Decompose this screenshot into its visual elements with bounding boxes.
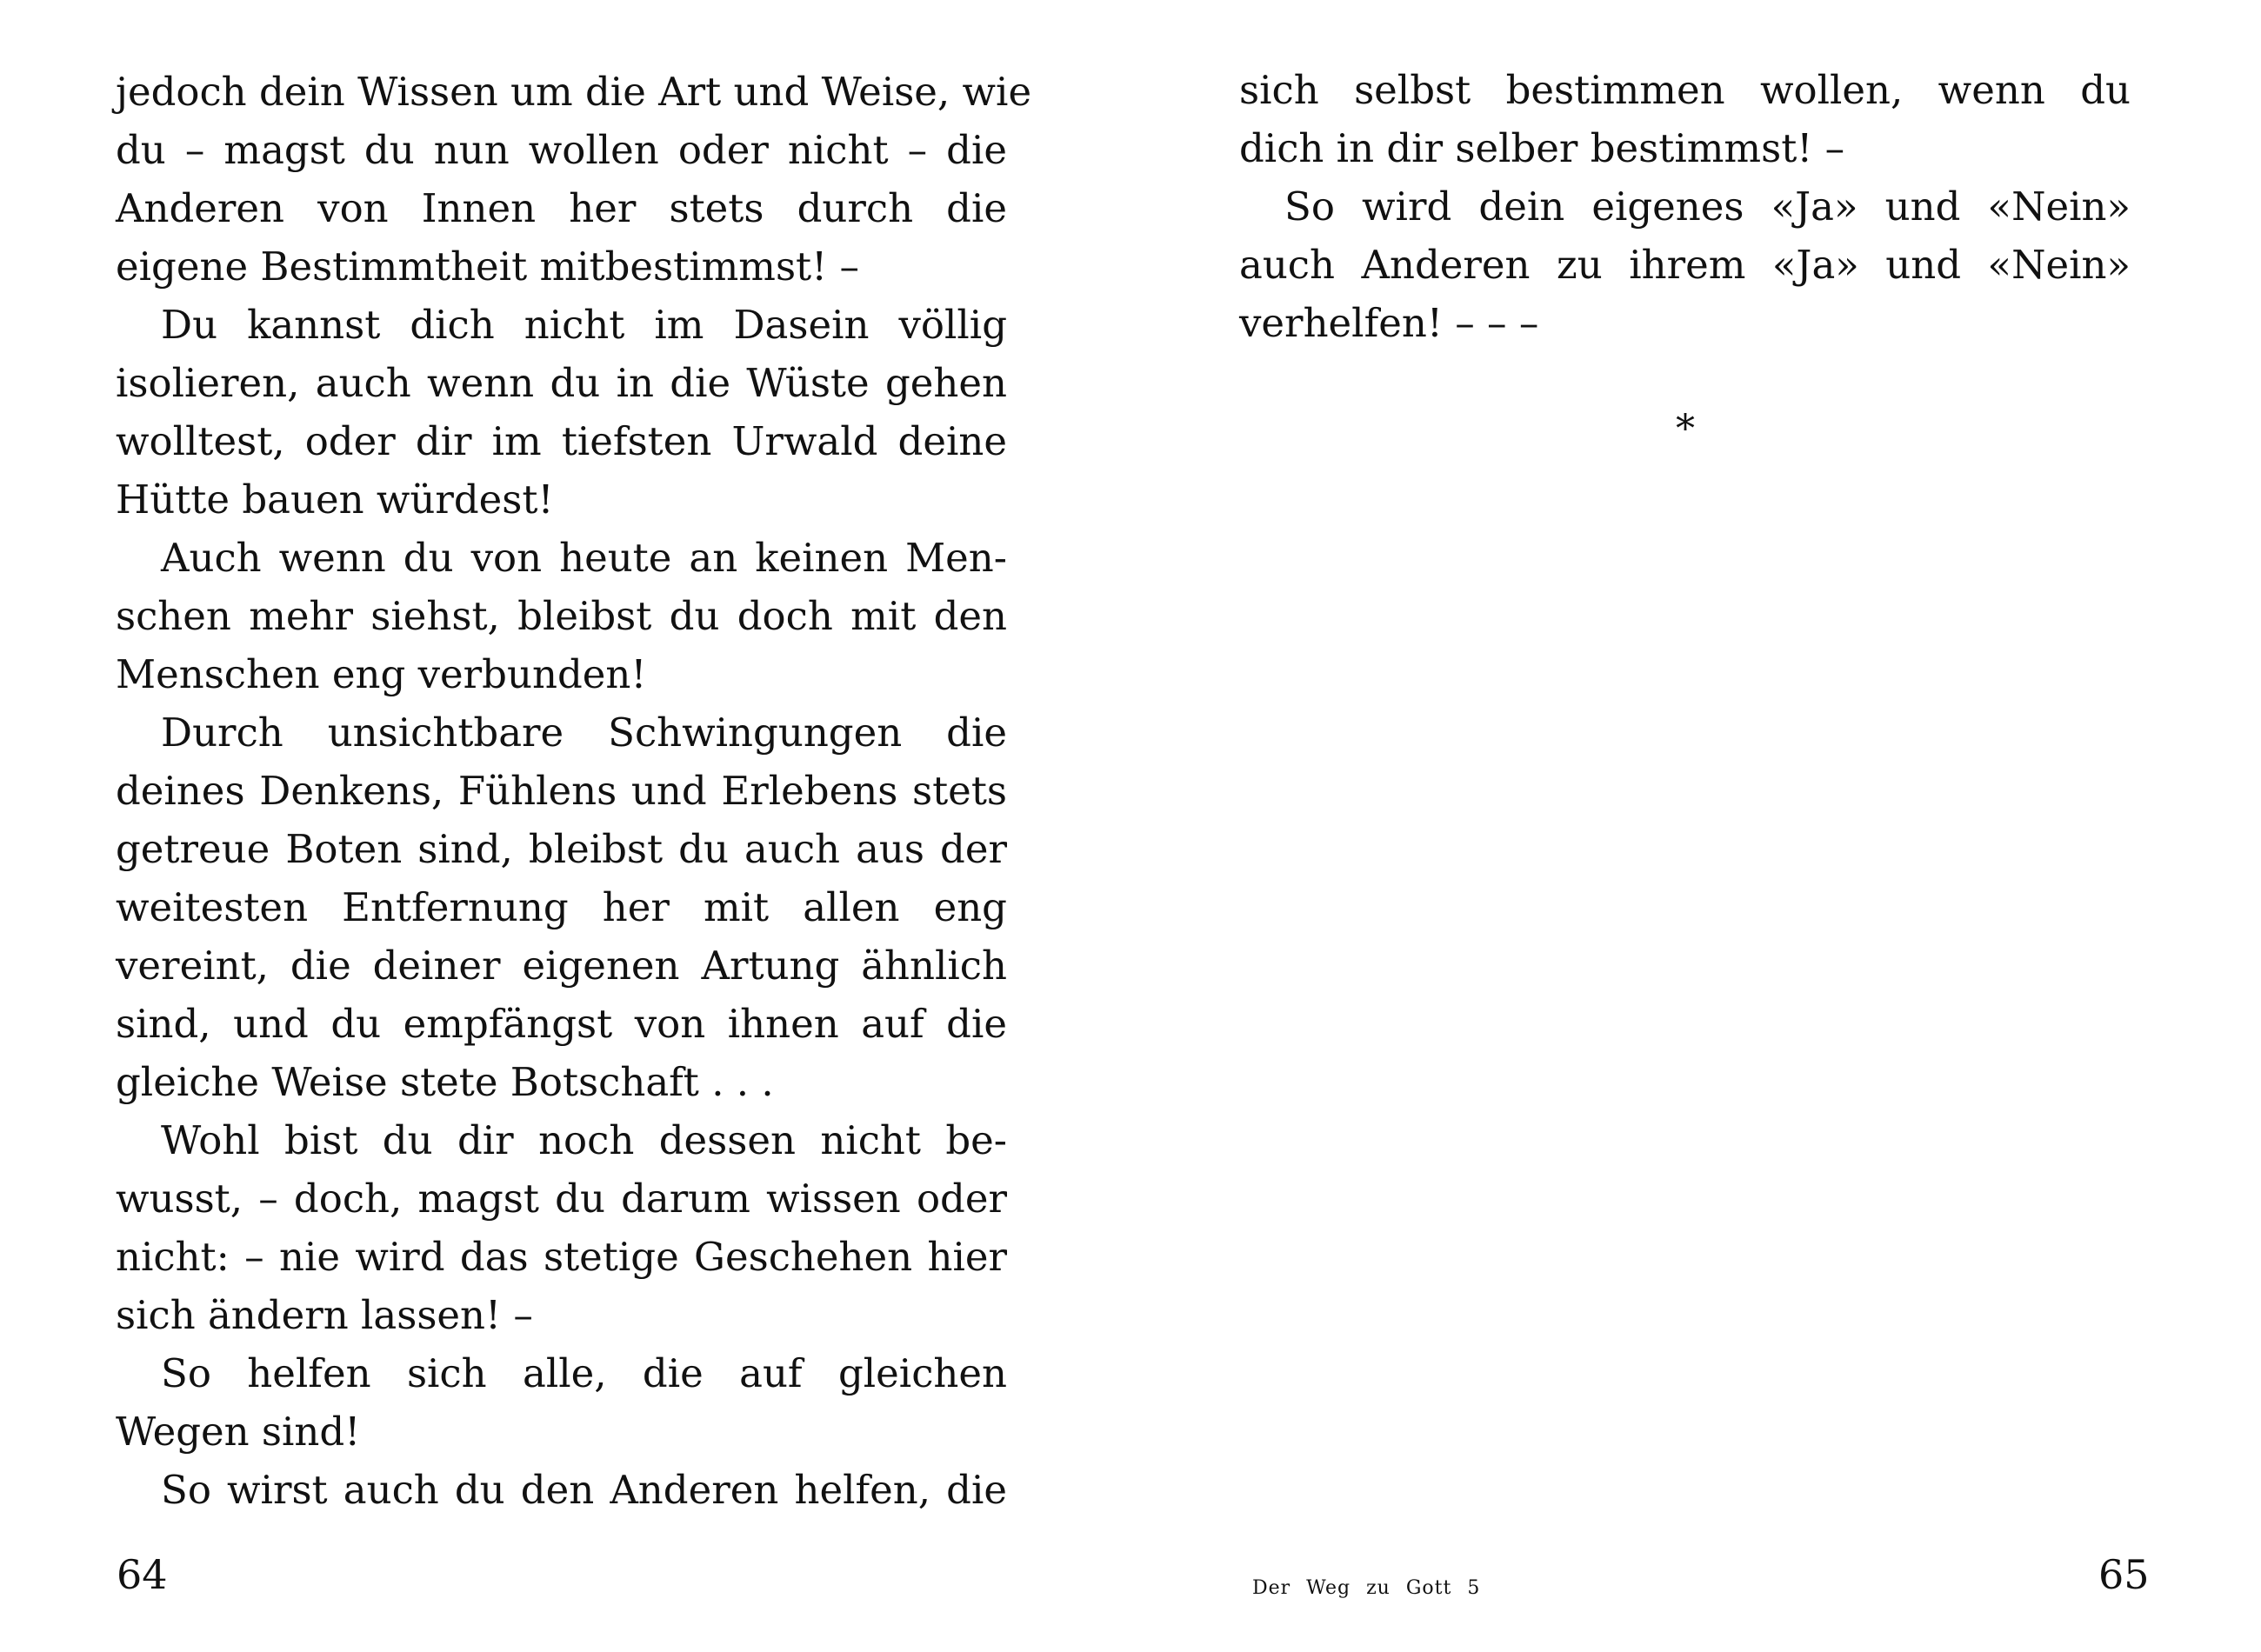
left-page-text <box>116 63 1032 1519</box>
text-line: gleiche Weise stete Botschaft . . . <box>116 1059 774 1105</box>
text-line: vereint, die deiner eigenen Artung ähnlich <box>116 943 1007 989</box>
text-line: Menschen eng verbunden! <box>116 651 647 697</box>
text-line: jedoch dein Wissen um die Art und Weise, wie <box>116 69 1032 115</box>
text-line: schen mehr siehst, bleibst du doch mit den <box>116 593 1007 639</box>
left-page <box>0 0 1130 1652</box>
text-line: sich selbst bestimmen wollen, wenn du <box>1239 67 2131 113</box>
text-line: sind, und du empfängst von ihnen auf die <box>116 1001 1007 1047</box>
text-line: eigene Bestimmtheit mitbestimmst! – <box>116 243 860 290</box>
page-number: 64 <box>117 1551 168 1598</box>
text-line: Wegen sind! <box>116 1409 361 1455</box>
text-line: Du kannst dich nicht im Dasein völlig <box>161 302 1007 348</box>
text-line: dich in dir selber bestimmst! – <box>1239 125 1845 171</box>
text-line: So wird dein eigenes «Ja» und «Nein» <box>1284 183 2131 230</box>
text-line: So helfen sich alle, die auf gleichen <box>161 1350 1007 1396</box>
right-page-text <box>1239 61 2131 352</box>
section-ornament: * <box>1676 407 1695 451</box>
text-line: du – magst du nun wollen oder nicht – die <box>116 127 1007 173</box>
text-line: verhelfen! – – – <box>1239 300 1539 346</box>
page-number: 65 <box>2098 1551 2150 1598</box>
text-line: sich ändern lassen! – <box>116 1292 533 1338</box>
text-line: Anderen von Innen her stets durch die <box>116 185 1007 231</box>
text-line: Wohl bist du dir noch dessen nicht be- <box>161 1117 1007 1163</box>
text-line: nicht: – nie wird das stetige Geschehen hier <box>116 1234 1007 1280</box>
text-line: Durch unsichtbare Schwingungen die <box>161 709 1007 756</box>
text-line: weitesten Entfernung her mit allen eng <box>116 884 1007 930</box>
text-line: Hütte bauen würdest! <box>116 476 554 523</box>
text-line: isolieren, auch wenn du in die Wüste gehen <box>116 360 1007 406</box>
text-line: Auch wenn du von heute an keinen Men- <box>161 535 1007 581</box>
book-signature: Der Weg zu Gott 5 <box>1252 1577 1481 1599</box>
right-page <box>1130 0 2261 1652</box>
text-line: getreue Boten sind, bleibst du auch aus der <box>116 826 1007 872</box>
text-line: wolltest, oder dir im tiefsten Urwald deine <box>116 418 1007 464</box>
text-line: deines Denkens, Fühlens und Erlebens stets <box>116 768 1007 814</box>
text-line: auch Anderen zu ihrem «Ja» und «Nein» <box>1239 242 2131 288</box>
text-line: So wirst auch du den Anderen helfen, die <box>161 1467 1007 1513</box>
text-line: wusst, – doch, magst du darum wissen oder <box>116 1176 1007 1222</box>
